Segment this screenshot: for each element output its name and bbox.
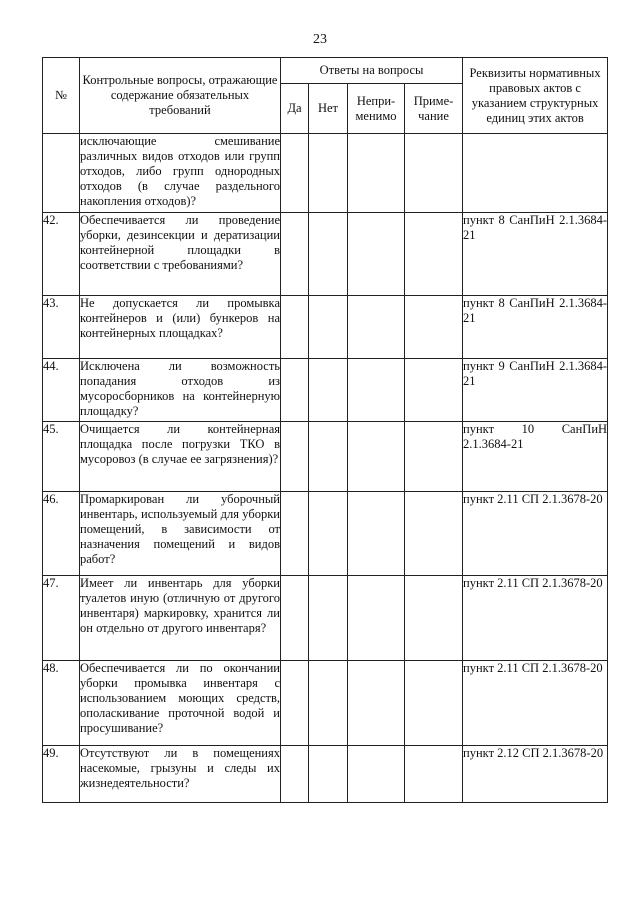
note-cell[interactable] — [405, 213, 463, 296]
note-cell[interactable] — [405, 746, 463, 803]
answer-not-applicable-cell[interactable] — [348, 661, 405, 746]
table-row — [43, 213, 608, 296]
checklist-table — [42, 57, 608, 803]
header-answers: Ответы на вопросы — [281, 58, 463, 84]
note-cell[interactable] — [405, 422, 463, 492]
row-number-cell: 44. — [43, 359, 80, 422]
header-reference: Реквизиты нормативных правовых актов с указанием структурных единиц этих актов — [463, 58, 608, 134]
note-cell[interactable] — [405, 296, 463, 359]
reference-cell: пункт 2.11 СП 2.1.3678-20 — [463, 576, 608, 661]
question-cell: Промаркирован ли уборочный инвентарь, используемый для уборки помещений, в зависимости от назначения помещений и видов работ? — [80, 492, 281, 576]
table-row — [43, 422, 608, 492]
answer-yes-cell[interactable] — [281, 213, 309, 296]
row-number-cell: 49. — [43, 746, 80, 803]
answer-yes-cell[interactable] — [281, 359, 309, 422]
header-not-applicable: Непри-менимо — [348, 84, 405, 134]
question-cell: Имеет ли инвентарь для уборки туалетов иную (отличную от другого инвентаря) маркировку, хранится ли он отдельно от другого инвентаря? — [80, 576, 281, 661]
row-number-cell: 42. — [43, 213, 80, 296]
question-cell: Исключена ли возможность попадания отходов из мусоросборников на контейнерную площадку? — [80, 359, 281, 422]
reference-cell: пункт 2.11 СП 2.1.3678-20 — [463, 661, 608, 746]
answer-yes-cell[interactable] — [281, 422, 309, 492]
header-no: Нет — [309, 84, 348, 134]
answer-no-cell[interactable] — [309, 296, 348, 359]
reference-cell: пункт 9 СанПиН 2.1.3684-21 — [463, 359, 608, 422]
answer-yes-cell[interactable] — [281, 134, 309, 213]
answer-no-cell[interactable] — [309, 213, 348, 296]
reference-cell: пункт 8 СанПиН 2.1.3684-21 — [463, 296, 608, 359]
answer-no-cell[interactable] — [309, 134, 348, 213]
note-cell[interactable] — [405, 134, 463, 213]
answer-no-cell[interactable] — [309, 422, 348, 492]
answer-no-cell[interactable] — [309, 746, 348, 803]
row-number-cell: 45. — [43, 422, 80, 492]
answer-not-applicable-cell[interactable] — [348, 134, 405, 213]
answer-yes-cell[interactable] — [281, 746, 309, 803]
reference-cell: пункт 2.12 СП 2.1.3678-20 — [463, 746, 608, 803]
table-row — [43, 359, 608, 422]
page-number: 23 — [313, 32, 327, 47]
note-cell[interactable] — [405, 661, 463, 746]
reference-cell: пункт 2.11 СП 2.1.3678-20 — [463, 492, 608, 576]
row-number-cell: 47. — [43, 576, 80, 661]
question-cell: Отсутствуют ли в помещениях насекомые, грызуны и следы их жизнедеятельности? — [80, 746, 281, 803]
answer-not-applicable-cell[interactable] — [348, 492, 405, 576]
reference-cell — [463, 134, 608, 213]
answer-not-applicable-cell[interactable] — [348, 359, 405, 422]
row-number-cell — [43, 134, 80, 213]
question-cell: Очищается ли контейнерная площадка после погрузки ТКО в мусоровоз (в случае ее загрязнения)? — [80, 422, 281, 492]
answer-not-applicable-cell[interactable] — [348, 746, 405, 803]
table-row — [43, 576, 608, 661]
note-cell[interactable] — [405, 492, 463, 576]
answer-yes-cell[interactable] — [281, 296, 309, 359]
answer-no-cell[interactable] — [309, 661, 348, 746]
table-row — [43, 492, 608, 576]
answer-not-applicable-cell[interactable] — [348, 213, 405, 296]
answer-not-applicable-cell[interactable] — [348, 422, 405, 492]
table-row — [43, 661, 608, 746]
table-row — [43, 296, 608, 359]
answer-not-applicable-cell[interactable] — [348, 296, 405, 359]
answer-no-cell[interactable] — [309, 576, 348, 661]
note-cell[interactable] — [405, 359, 463, 422]
answer-no-cell[interactable] — [309, 359, 348, 422]
table-row-continuation — [43, 134, 608, 213]
table-row — [43, 746, 608, 803]
answer-yes-cell[interactable] — [281, 492, 309, 576]
header-yes: Да — [281, 84, 309, 134]
row-number-cell: 48. — [43, 661, 80, 746]
question-cell: Обеспечивается ли по окончании уборки промывка инвентаря с использованием моющих средств, ополаскивание проточной водой и просушивание? — [80, 661, 281, 746]
reference-cell: пункт 10 СанПиН 2.1.3684-21 — [463, 422, 608, 492]
row-number-cell: 43. — [43, 296, 80, 359]
question-cell: Не допускается ли промывка контейнеров и (или) бункеров на контейнерных площадках? — [80, 296, 281, 359]
answer-yes-cell[interactable] — [281, 661, 309, 746]
answer-not-applicable-cell[interactable] — [348, 576, 405, 661]
reference-cell: пункт 8 СанПиН 2.1.3684-21 — [463, 213, 608, 296]
header-note: Приме-чание — [405, 84, 463, 134]
note-cell[interactable] — [405, 576, 463, 661]
question-cell: Обеспечивается ли проведение уборки, дезинсекции и дератизации контейнерной площадки в соответствии с требованиями? — [80, 213, 281, 296]
answer-yes-cell[interactable] — [281, 576, 309, 661]
answer-no-cell[interactable] — [309, 492, 348, 576]
header-question: Контрольные вопросы, отражающие содержание обязательных требований — [80, 58, 281, 134]
question-cell: исключающие смешивание различных видов отходов или групп отходов, либо групп однородных отходов (в случае раздельного накопления отходов)? — [80, 134, 281, 213]
header-number: № — [43, 58, 80, 134]
row-number-cell: 46. — [43, 492, 80, 576]
